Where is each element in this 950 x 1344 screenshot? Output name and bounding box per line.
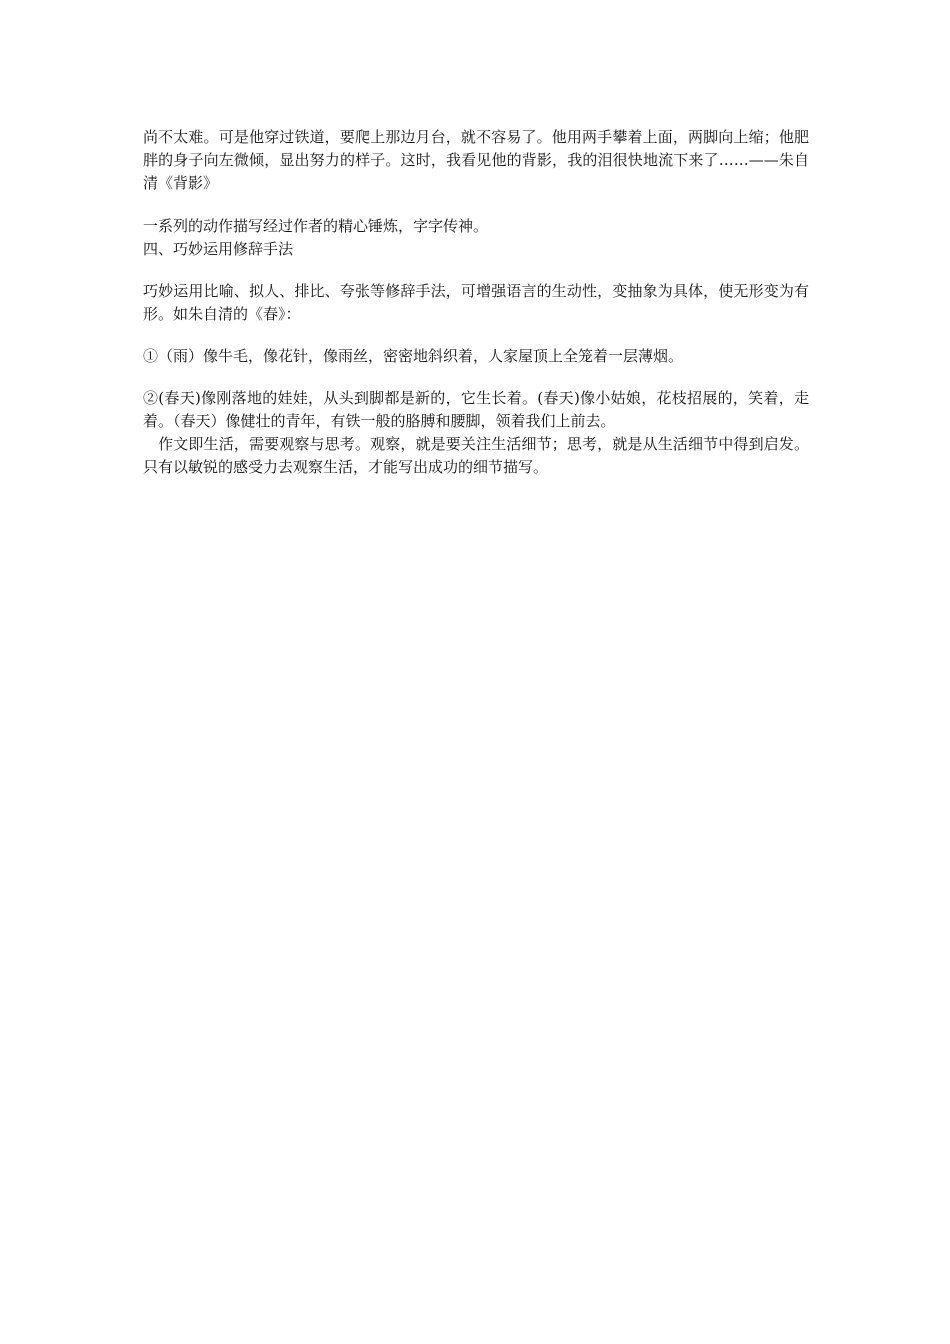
document-body [143, 126, 809, 479]
paragraph-beiying-quote: 尚不太难。可是他穿过铁道，要爬上那边月台，就不容易了。他用两手攀着上面，两脚向上缩；他肥胖的身子向左微倾，显出努力的样子。这时，我看见他的背影，我的泪很快地流下来了……——朱自清《背影》 [143, 128, 809, 192]
section-heading-rhetoric: 四、巧妙运用修辞手法 [143, 240, 294, 258]
paragraph-example-rain: ①（雨）像牛毛，像花针，像雨丝，密密地斜织着，人家屋顶上全笼着一层薄烟。 [143, 347, 684, 365]
paragraph-conclusion: 作文即生活，需要观察与思考。观察，就是要关注生活细节；思考，就是从生活细节中得到启发。只有以敏锐的感受力去观察生活，才能写出成功的细节描写。 [143, 435, 809, 476]
paragraph-action-comment: 一系列的动作描写经过作者的精心锤炼，字字传神。 [143, 217, 489, 235]
paragraph-example-spring: ②(春天)像刚落地的娃娃，从头到脚都是新的，它生长着。(春天)像小姑娘，花枝招展的，笑着，走着。（春天）像健壮的青年，有铁一般的胳膊和腰脚，领着我们上前去。 [143, 389, 809, 430]
paragraph-rhetoric-intro: 巧妙运用比喻、拟人、排比、夸张等修辞手法，可增强语言的生动性，变抽象为具体，使无形变为有形。如朱自清的《春》： [143, 282, 809, 323]
